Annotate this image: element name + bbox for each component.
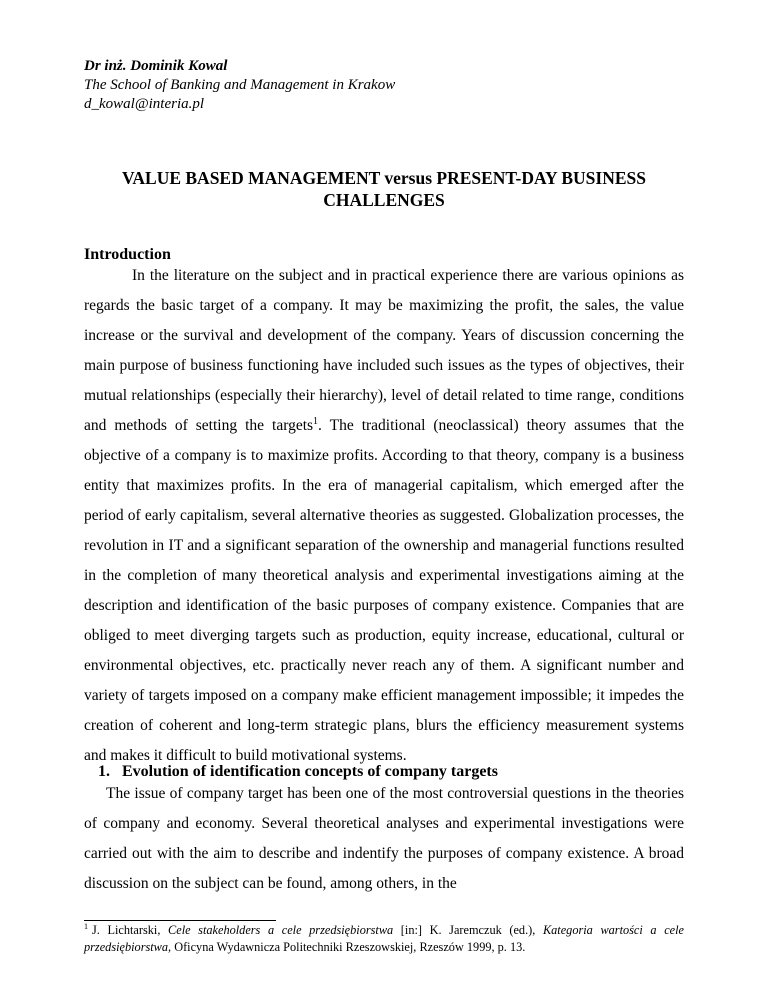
introduction-heading: Introduction <box>84 246 171 263</box>
footnote-title-1: Cele stakeholders a cele przedsiębiorstwa <box>168 923 394 937</box>
footnote <box>84 922 684 956</box>
section-title: Evolution of identification concepts of company targets <box>122 763 498 780</box>
footnote-editor: [in:] K. Jaremczuk (ed.), <box>393 923 543 937</box>
section-paragraph: The issue of company target has been one of the most controversial questions in the theories of company and economy. Several theoretical analyses and experimental investigations were carried out with the aim to describe and indentify the purposes of company existence. A broad discussion on the subject can be found, among others, in the <box>84 785 684 892</box>
author-block <box>84 57 395 114</box>
section-number: 1. <box>98 763 110 780</box>
footnote-reference: 1 <box>313 415 319 427</box>
introduction-paragraph <box>84 261 684 771</box>
footnote-number: 1 <box>84 921 88 931</box>
author-name: Dr inż. Dominik Kowal <box>84 58 228 74</box>
author-email: d_kowal@interia.pl <box>84 96 205 112</box>
footnote-title-2: Kategoria wartości a cele przedsiębiorstwa, <box>84 923 684 954</box>
author-affiliation: The School of Banking and Management in Krakow <box>84 77 396 93</box>
footnote-divider <box>84 920 276 921</box>
introduction-text-part2: . The traditional (neoclassical) theory assumes that the objective of a company is to maximize profits. According to that theory, company is a business entity that maximizes profits. In the era of managerial capitalism, which emerged after the period of early capitalism, several alternative theories as suggested. Globalization processes, the revolution in IT and a significant separation of the ownership and managerial functions resulted in the completion of many theoretical analysis and experimental investigations aiming at the description and identification of the basic purposes of company existence. Companies that are obliged to meet diverging targets such as production, equity increase, educational, cultural or environmental objectives, etc. practically never reach any of them. A significant number and variety of targets imposed on a company make efficient management impossible; it impedes the creation of coherent and long-term strategic plans, blurs the efficiency measurement systems and makes it difficult to build motivational systems. <box>84 417 684 764</box>
footnote-publisher: Oficyna Wydawnicza Politechniki Rzeszowskiej, Rzeszów 1999, p. 13. <box>171 940 526 954</box>
introduction-text-part1: In the literature on the subject and in practical experience there are various opinions as regards the basic target of a company. It may be maximizing the profit, the sales, the value increase or the survival and development of the company. Years of discussion concerning the main purpose of business functioning have included such issues as the types of objectives, their mutual relationships (especially their hierarchy), level of detail related to time range, conditions and methods of setting the targets <box>84 267 684 434</box>
footnote-author: J. Lichtarski, <box>92 923 169 937</box>
paper-title: VALUE BASED MANAGEMENT versus PRESENT-DAY BUSINESS CHALLENGES <box>122 168 646 210</box>
